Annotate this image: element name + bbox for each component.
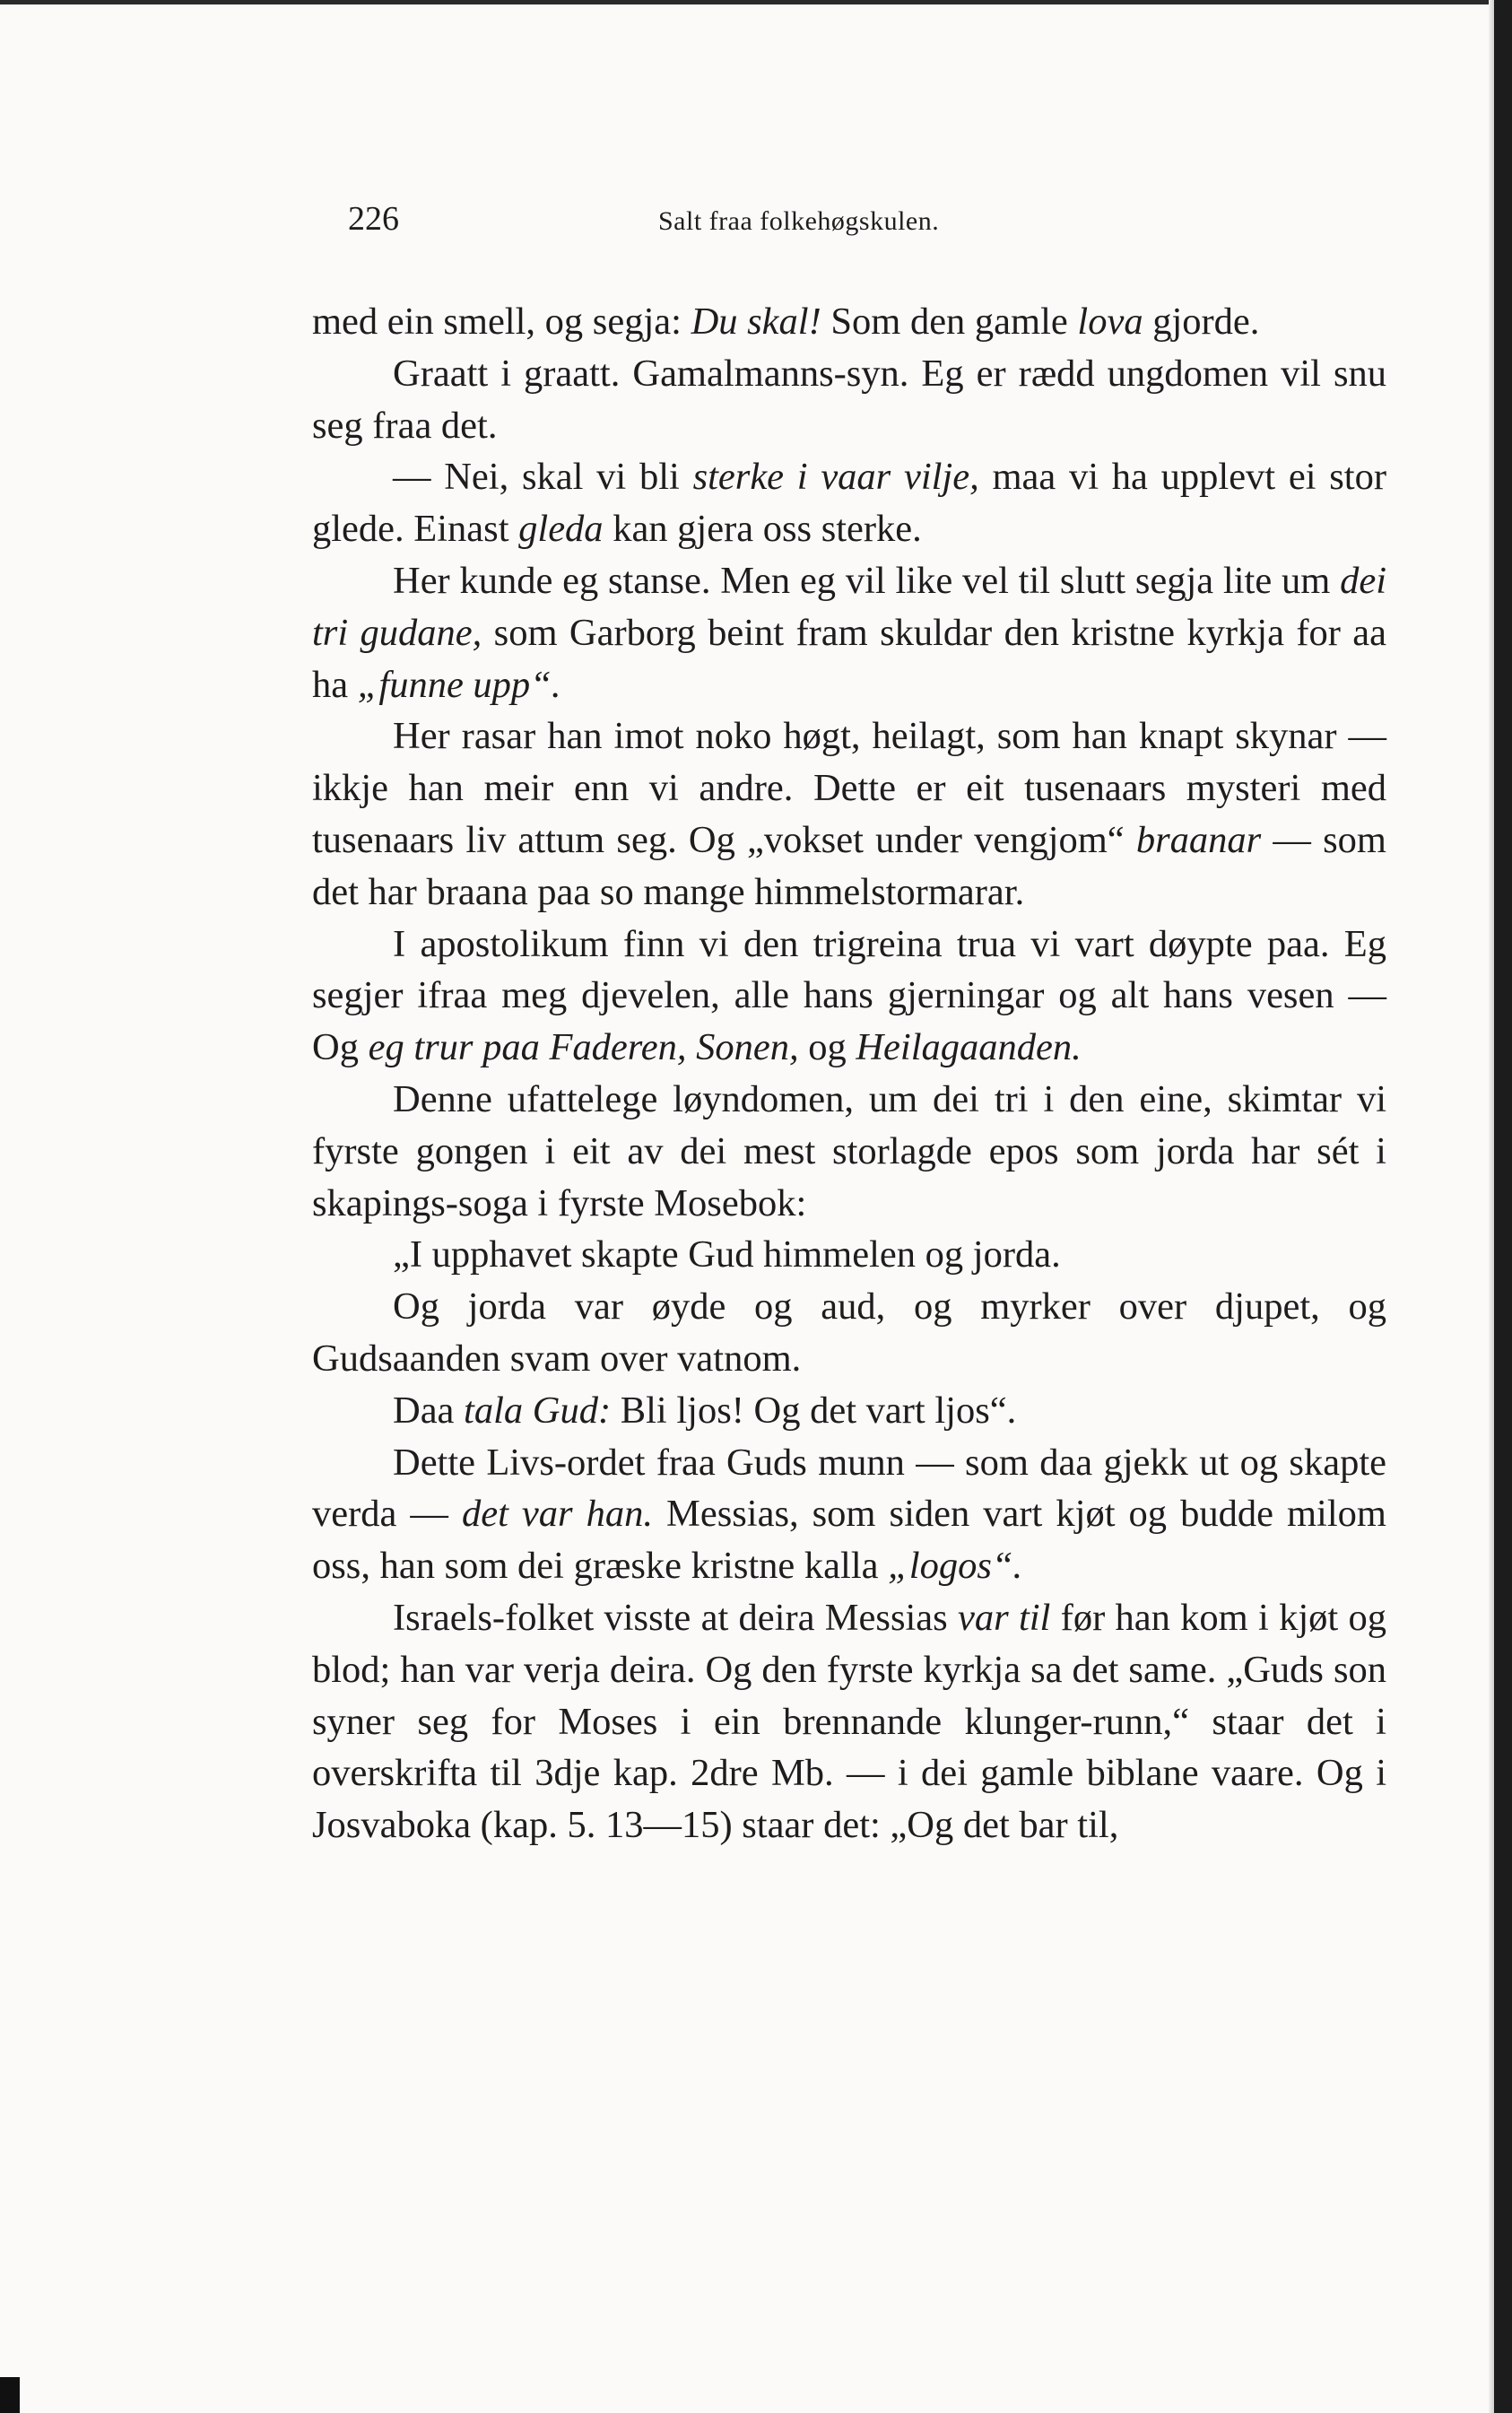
text-run: Daa xyxy=(393,1389,465,1432)
emphasized-text: Heilagaanden. xyxy=(856,1026,1082,1069)
paragraph xyxy=(312,1592,1386,1851)
emphasized-text: lova xyxy=(1077,301,1143,343)
body-text xyxy=(312,296,1386,1851)
emphasized-text: sterke i vaar vilje, xyxy=(692,456,979,499)
text-run: — Nei, skal vi bli xyxy=(393,456,693,499)
emphasized-text: braanar xyxy=(1135,818,1262,861)
paragraph xyxy=(312,451,1386,555)
page-header xyxy=(312,179,1386,260)
paragraph xyxy=(312,555,1386,710)
text-run: „I upphavet skapte Gud himmelen og jorda. xyxy=(393,1233,1061,1276)
book-page xyxy=(312,179,1386,1851)
emphasized-text: dei tri gudane, xyxy=(312,559,1386,654)
paragraph xyxy=(312,296,1386,348)
text-run: Messias, som siden vart kjøt og budde milom oss, han som dei græske kristne kalla xyxy=(312,1493,1386,1588)
text-run: Graatt i graatt. Gamalmanns-syn. Eg er rædd ungdomen vil snu seg fraa det. xyxy=(312,352,1386,447)
emphasized-text: eg trur paa Faderen, Sonen, xyxy=(368,1026,799,1069)
paragraph xyxy=(312,1437,1386,1592)
text-run: maa vi ha upplevt ei stor glede. Einast xyxy=(312,456,1387,551)
text-run: gjorde. xyxy=(1143,301,1260,343)
text-run: Bli ljos! Og det vart ljos“. xyxy=(611,1389,1017,1432)
emphasized-text: gleda xyxy=(518,508,604,551)
text-run: — som det har braana paa so mange himmelstormarar. xyxy=(312,818,1386,913)
paragraph xyxy=(312,348,1386,452)
paragraph xyxy=(312,710,1386,918)
paragraph xyxy=(312,919,1386,1074)
text-run: Her rasar han imot noko høgt, heilagt, som han knapt skynar — ikkje han meir enn vi andre. Dette er eit tusenaars mysteri med tusenaars liv attum seg. Og „vokset under vengjom“ xyxy=(312,715,1386,861)
emphasized-text: var til xyxy=(958,1596,1051,1639)
text-run: Her kunde eg stanse. Men eg vil like vel til slutt segja lite um xyxy=(393,559,1341,602)
text-run: Israels-folket visste at deira Messias xyxy=(393,1596,958,1639)
emphasized-text: Du skal! xyxy=(691,301,821,343)
running-title: Salt fraa folkehøgskulen. xyxy=(658,206,940,236)
paragraph xyxy=(312,1385,1386,1437)
paragraph xyxy=(312,1074,1386,1229)
text-run: Som den gamle xyxy=(821,301,1078,343)
emphasized-text: tala Gud: xyxy=(464,1389,612,1432)
scan-border-right xyxy=(1494,0,1512,2413)
paragraph xyxy=(312,1229,1386,1281)
text-run: før han kom i kjøt og blod; han var verja deira. Og den fyrste kyrkja sa det same. „Guds son syner seg for Moses i ein brennande klunger-runn,“ staar det i overskrifta til 3dje kap. 2dre Mb. — i dei gamle biblane vaare. Og i Josvaboka (kap. 5. 13—15) staar det: „Og det bar til, xyxy=(312,1596,1386,1847)
emphasized-text: „funne upp“. xyxy=(357,663,561,706)
text-run: Dette Livs-ordet fraa Guds munn — som daa gjekk ut og skapte verda — xyxy=(312,1441,1386,1536)
page-number: 226 xyxy=(348,200,399,238)
text-run: med ein smell, og segja: xyxy=(312,301,691,343)
scan-corner-mark xyxy=(0,2377,20,2413)
text-run: kan gjera oss sterke. xyxy=(603,508,922,551)
text-run: som Garborg beint fram skuldar den kristne kyrkja for aa ha xyxy=(312,611,1386,706)
emphasized-text: det var han. xyxy=(461,1493,653,1536)
paragraph xyxy=(312,1281,1386,1385)
text-run: og xyxy=(798,1026,856,1069)
scan-border-top xyxy=(0,0,1512,4)
emphasized-text: „logos“. xyxy=(888,1545,1023,1588)
text-run: Og jorda var øyde og aud, og myrker over djupet, og Gudsaanden svam over vatnom. xyxy=(312,1285,1386,1380)
text-run: Denne ufattelege løyndomen, um dei tri i den eine, skimtar vi fyrste gongen i eit av dei mest storlagde epos som jorda har sét i skapings-soga i fyrste Mosebok: xyxy=(312,1077,1386,1224)
text-run: I apostolikum finn vi den trigreina trua vi vart døypte paa. Eg segjer ifraa meg djevelen, alle hans gjerningar og alt hans vesen — Og xyxy=(312,922,1386,1069)
